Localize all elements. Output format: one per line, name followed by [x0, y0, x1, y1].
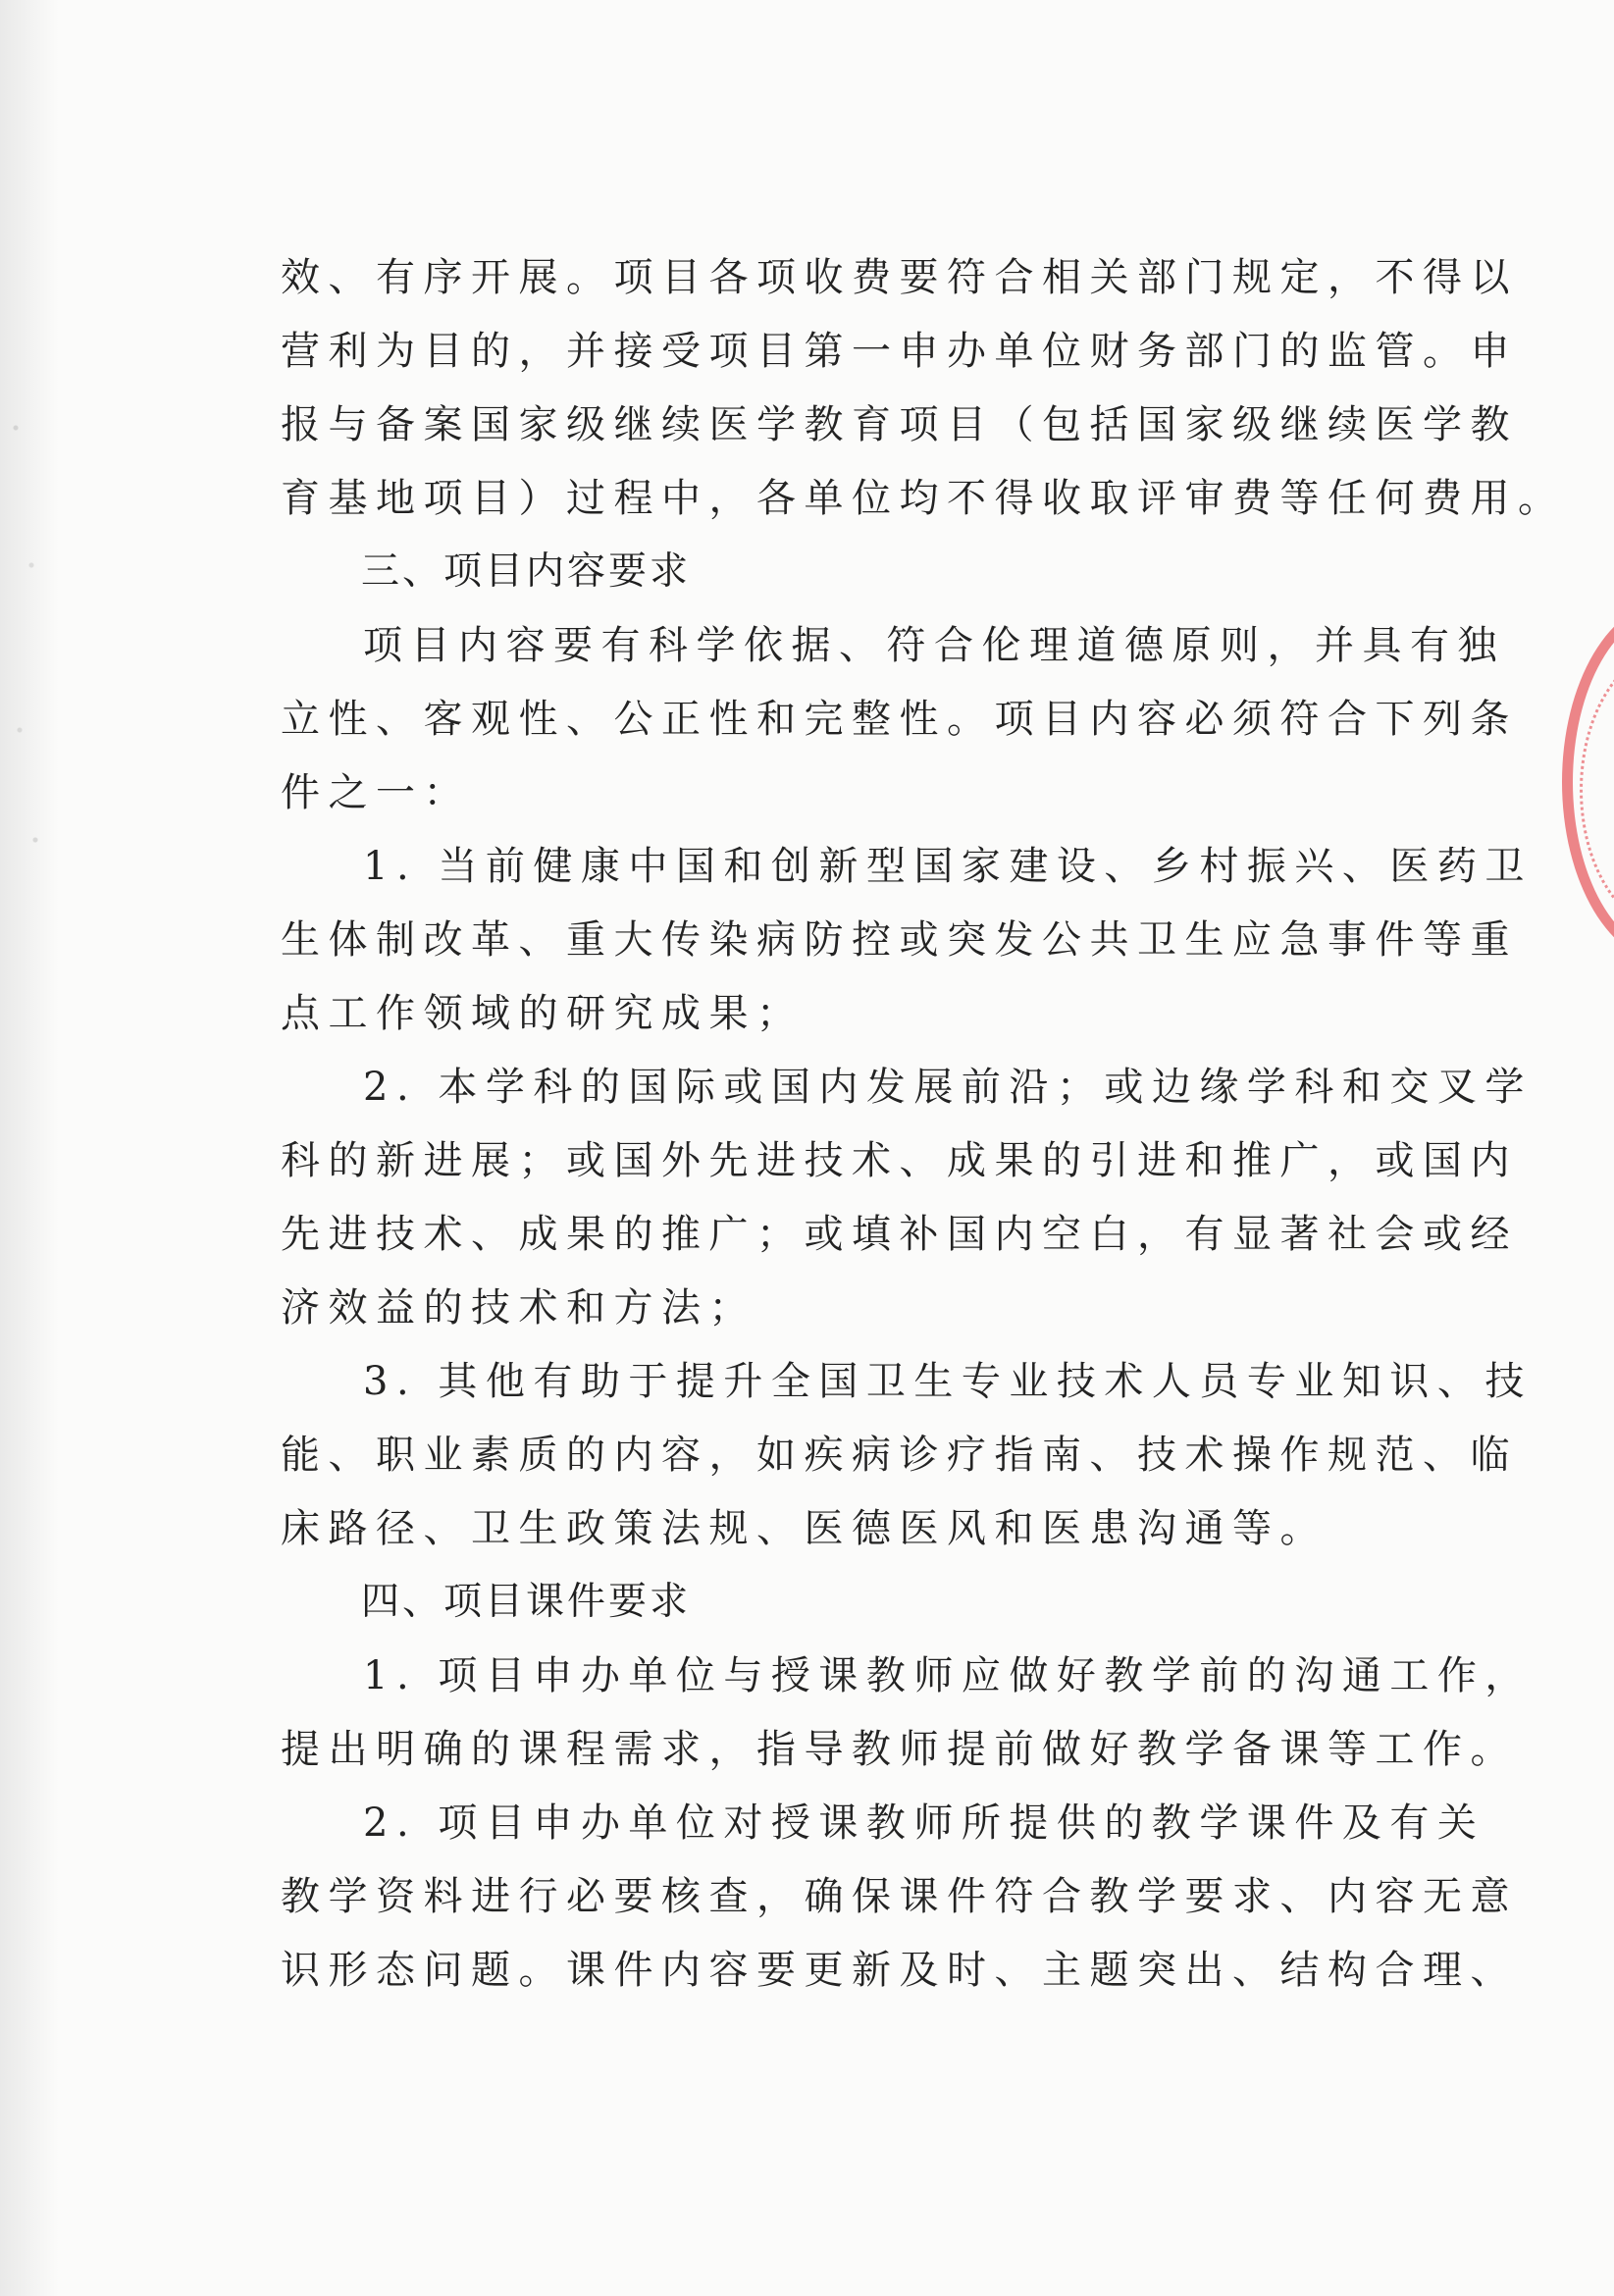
scan-shadow — [0, 0, 59, 2296]
paragraph-line: 营利为目的，并接受项目第一申办单位财务部门的监管。申 — [281, 329, 1518, 374]
list-item-line: 能、职业素质的内容，如疾病诊疗指南、技术操作规范、临 — [281, 1433, 1518, 1478]
paragraph-line: 育基地项目）过程中，各单位均不得收取评审费等任何费用。 — [281, 476, 1566, 521]
list-item-line: 2. 本学科的国际或国内发展前沿；或边缘学科和交叉学 — [363, 1065, 1533, 1110]
list-item-line: 1. 当前健康中国和创新型国家建设、乡村振兴、医药卫 — [363, 844, 1533, 889]
list-item-line: 2. 项目申办单位对授课教师所提供的教学课件及有关 — [363, 1800, 1485, 1846]
list-item-line: 1. 项目申办单位与授课教师应做好教学前的沟通工作， — [363, 1653, 1533, 1698]
list-item-line: 识形态问题。课件内容要更新及时、主题突出、结构合理、 — [281, 1948, 1518, 1993]
section-heading: 四、项目课件要求 — [361, 1580, 692, 1624]
list-item-line: 教学资料进行必要核查，确保课件符合教学要求、内容无意 — [281, 1874, 1518, 1919]
paragraph-line: 项目内容要有科学依据、符合伦理道德原则，并具有独 — [363, 623, 1505, 668]
paragraph-line: 报与备案国家级继续医学教育项目（包括国家级继续医学教 — [281, 402, 1518, 447]
scan-noise — [8, 373, 47, 922]
list-item-line: 3. 其他有助于提升全国卫生专业技术人员专业知识、技 — [363, 1359, 1533, 1404]
paragraph-line: 效、有序开展。项目各项收费要符合相关部门规定，不得以 — [281, 255, 1518, 300]
list-item-line: 济效益的技术和方法； — [281, 1285, 756, 1331]
list-item-line: 点工作领域的研究成果； — [281, 991, 805, 1036]
list-item-line: 床路径、卫生政策法规、医德医风和医患沟通等。 — [281, 1506, 1328, 1551]
list-item-line: 提出明确的课程需求，指导教师提前做好教学备课等工作。 — [281, 1727, 1518, 1772]
paragraph-line: 件之一： — [281, 770, 471, 815]
list-item-line: 生体制改革、重大传染病防控或突发公共卫生应急事件等重 — [281, 917, 1518, 963]
section-heading: 三、项目内容要求 — [361, 549, 692, 594]
paragraph-line: 立性、客观性、公正性和完整性。项目内容必须符合下列条 — [281, 697, 1518, 742]
list-item-line: 科的新进展；或国外先进技术、成果的引进和推广，或国内 — [281, 1138, 1518, 1183]
document-body — [281, 243, 1566, 2009]
list-item-line: 先进技术、成果的推广；或填补国内空白，有显著社会或经 — [281, 1212, 1518, 1257]
